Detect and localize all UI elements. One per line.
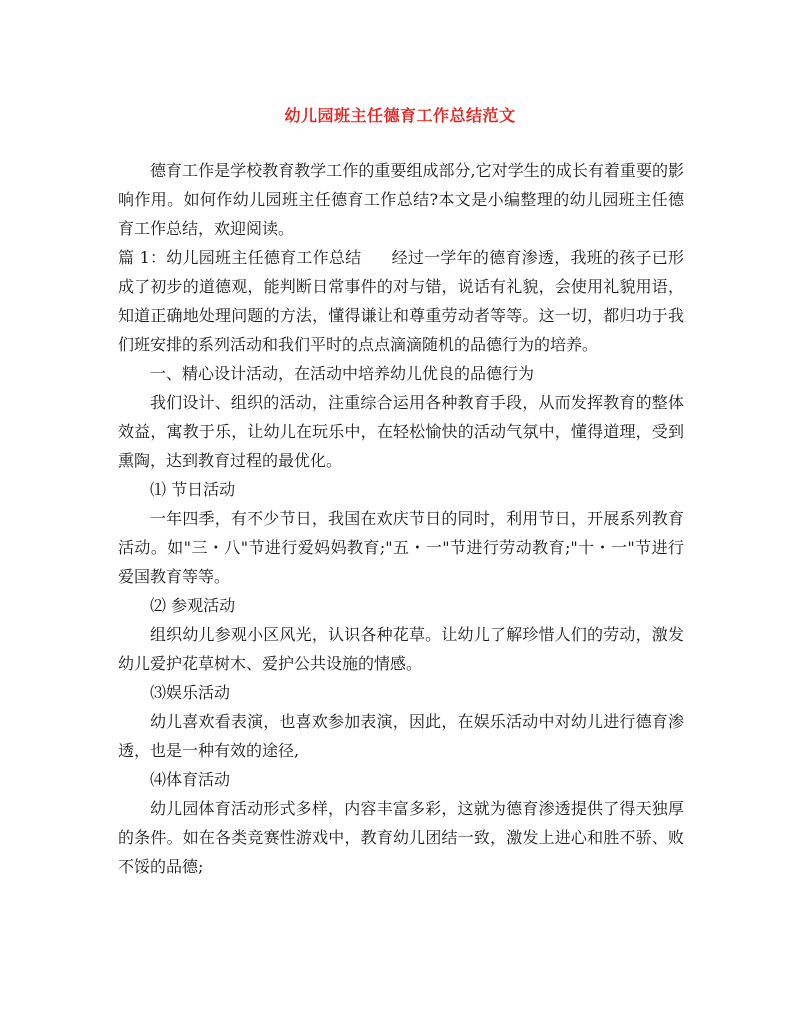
item-2-paragraph: 组织幼儿参观小区风光，认识各种花草。让幼儿了解珍惜人们的劳动，激发幼儿爱护花草树木、爱护公共设施的情感。	[118, 625, 684, 673]
document-body	[118, 156, 684, 881]
item-3-title: ⑶娱乐活动	[150, 683, 231, 702]
heading-1-paragraph: 我们设计、组织的活动，注重综合运用各种教育手段，从而发挥教育的整体效益，寓教于乐，让幼儿在玩乐中，在轻松愉快的活动气氛中，懂得道理，受到熏陶，达到教育过程的最优化。	[118, 393, 684, 470]
item-1-title: ⑴ 节日活动	[150, 480, 236, 499]
heading-1: 一、精心设计活动，在活动中培养幼儿优良的品德行为	[150, 364, 535, 383]
section1-paragraph	[118, 243, 684, 359]
section1-text: 经过一学年的德育渗透，我班的孩子已形成了初步的道德观，能判断日常事件的对与错，说话有礼貌，会使用礼貌用语，知道正确地处理问题的方法，懂得谦让和尊重劳动者等等。这一切，都归功于我们班安排的系列活动和我们平时的点点滴滴随机的品德行为的培养。	[118, 248, 684, 354]
item-1-paragraph: 一年四季，有不少节日，我国在欢庆节日的同时，利用节日，开展系列教育活动。如"三・八"节进行爱妈妈教育;"五・一"节进行劳动教育;"十・一"节进行爱国教育等等。	[118, 509, 684, 586]
item-4-title: ⑷体育活动	[150, 770, 231, 789]
item-3-paragraph: 幼儿喜欢看表演，也喜欢参加表演，因此，在娱乐活动中对幼儿进行德育渗透，也是一种有效的途径,	[118, 712, 684, 760]
intro-paragraph: 德育工作是学校教育教学工作的重要组成部分,它对学生的成长有着重要的影响作用。如何作幼儿园班主任德育工作总结?本文是小编整理的幼儿园班主任德育工作总结，欢迎阅读。	[118, 161, 684, 238]
document-title: 幼儿园班主任德育工作总结范文	[284, 106, 516, 125]
item-4-paragraph: 幼儿园体育活动形式多样，内容丰富多彩，这就为德育渗透提供了得天独厚的条件。如在各类竞赛性游戏中，教育幼儿团结一致，激发上进心和胜不骄、败不馁的品德;	[118, 799, 684, 876]
section1-label: 篇 1：幼儿园班主任德育工作总结	[118, 248, 362, 267]
item-2-title: ⑵ 参观活动	[150, 596, 236, 615]
